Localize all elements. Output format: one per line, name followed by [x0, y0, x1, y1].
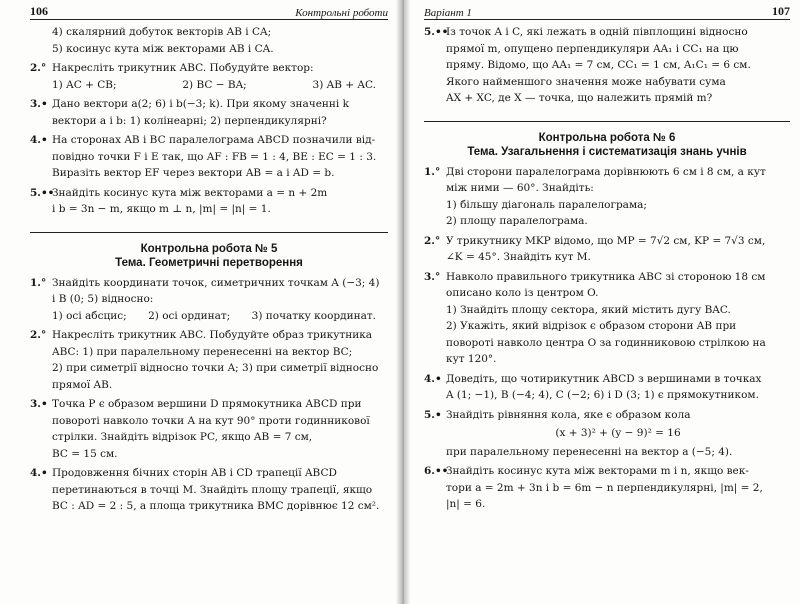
task-line: ∠K = 45°. Знайдіть кут M. [446, 251, 591, 263]
task-line: У трикутнику MKP відомо, що MP = 7√2 см, KP = 7√3 см, [446, 234, 766, 247]
task-item [424, 164, 790, 230]
task-line: тори a = 2m + 3n і b = 6m − n перпендикулярні, |m| = 2, [446, 481, 763, 494]
task-line: перетинаються в точці M. Знайдіть площу трапеції, якщо [52, 483, 373, 496]
task-line: прямої m, опущено перпендикуляри AA₁ і CC₁ на цю [446, 42, 739, 55]
task-item [30, 465, 388, 515]
task-number: 2.° [424, 234, 441, 247]
task-number: 2.° [30, 62, 47, 74]
right-page-number: 107 [772, 4, 790, 18]
task-line: і B (0; 5) відносно: [52, 293, 154, 305]
task-option: 2) BC − BA; [182, 78, 247, 91]
work-6-title: Контрольна робота № 6 [538, 131, 676, 144]
task-number: 1.° [30, 276, 47, 289]
task-item [424, 463, 790, 513]
task-line: 1) більшу діагональ паралелограма; [446, 198, 647, 211]
task-line: Якого найменшого значення може набувати сума [446, 75, 726, 88]
task-line: Точка P є образом вершини D прямокутника ABCD при [52, 398, 362, 410]
task-option: 1) AC + CB; [52, 78, 117, 91]
task-item [424, 233, 790, 266]
task-line: Дано вектори a(2; 6) і b(−3; k). При якому значенні k [52, 98, 349, 110]
left-page-number: 106 [30, 4, 48, 18]
task-line: Навколо правильного трикутника ABC зі стороною 18 см [446, 270, 766, 283]
left-page [0, 0, 396, 604]
task-line: вектори a і b: 1) колінеарні; 2) перпендикулярні? [52, 114, 327, 127]
task-line: |n| = 6. [446, 498, 486, 510]
task-item [30, 96, 388, 129]
task-line: повідно точки F і E так, що AF : FB = 1 : 4, BE : EC = 1 : 3. [52, 150, 377, 163]
task-number: 6.•• [424, 465, 449, 477]
task-option: 2) осі ординат; [148, 309, 231, 322]
task-line: пряму. Відомо, що AA₁ = 7 см, CC₁ = 1 см, A₁C₁ = 6 см. [446, 59, 751, 71]
task-options [52, 308, 388, 325]
task-line: 2) площу паралелограма. [446, 215, 588, 227]
task-number: 5.•• [30, 186, 55, 199]
right-page [410, 0, 800, 604]
task-line: Накресліть трикутник ABC. Побудуйте образ трикутника [52, 329, 373, 341]
task-number: 3.• [30, 98, 48, 110]
work-5-topic: Тема. Геометричні перетворення [115, 256, 303, 269]
task-line: стрілки. Знайдіть відрізок PC, якщо AB = 7 см, [52, 431, 313, 443]
task-item [30, 327, 388, 393]
task-line: 5) косинус кута між векторами AB і CA. [52, 42, 274, 55]
task-number: 3.• [30, 398, 48, 410]
task-option: 3) AB + AC. [312, 78, 376, 91]
task-item [30, 275, 388, 325]
task-line: Дві сторони паралелограма дорівнюють 6 см і 8 см, а кут [446, 165, 766, 178]
task-line: описано коло із центром O. [446, 287, 599, 299]
right-running-head [424, 0, 790, 20]
left-running-title: Контрольні роботи [295, 7, 388, 19]
task-line: Доведіть, що чотирикутник ABCD з вершинами в точках [446, 372, 762, 385]
task-number: 5.•• [424, 26, 449, 38]
book-gutter [396, 0, 410, 604]
task-item [424, 24, 790, 107]
task-line: Знайдіть рівняння кола, яке є образом кола [446, 408, 691, 421]
task-options [52, 77, 388, 94]
circle-equation: (x + 3)² + (y − 9)² = 16 [555, 427, 681, 439]
task-item [424, 407, 790, 461]
task-line: між ними — 60°. Знайдіть: [446, 182, 594, 194]
task-line: BC = 15 см. [52, 447, 118, 460]
task-line: На сторонах AB і BC паралелограма ABCD позначили від- [52, 134, 376, 146]
task-number: 2.° [30, 329, 47, 341]
task-line: прямої AB. [52, 378, 113, 391]
task-item [30, 185, 388, 218]
task-line: кут 120°. [446, 353, 497, 365]
task-number: 4.• [424, 372, 442, 385]
task-line: Продовження бічних сторін AB і CD трапеції ABCD [52, 467, 337, 479]
task-number: 4.• [30, 467, 48, 479]
task-item [424, 371, 790, 404]
task-item [30, 396, 388, 462]
task-line: Знайдіть координати точок, симетричних точкам A (−3; 4) [52, 276, 380, 289]
task-item [30, 60, 388, 93]
task-line: ABC: 1) при паралельному перенесенні на вектор BC; [52, 345, 353, 358]
task-option: 3) початку координат. [251, 309, 376, 322]
task-line: 4) скалярний добуток векторів AB і CA; [52, 26, 272, 38]
task-line: AX + XC, де X — точка, що належить прямій m? [446, 92, 713, 104]
work-5-title: Контрольна робота № 5 [140, 242, 278, 255]
task-number: 5.• [424, 408, 442, 421]
task-line: Виразіть вектор EF через вектори AB = a і AD = b. [52, 167, 335, 179]
task-line: Знайдіть косинус кута між векторами m і n, якщо век- [446, 465, 749, 477]
task-line: A (1; −1), B (−4; 4), C (−2; 6) і D (3; 1) є прямокутником. [446, 389, 759, 401]
task-line: повороті навколо точки A на кут 90° проти годинникової [52, 414, 370, 427]
task-item [30, 132, 388, 182]
section-divider [424, 121, 790, 122]
task-number: 1.° [424, 165, 441, 178]
task-line: Знайдіть косинус кута між векторами a = n + 2m [52, 186, 328, 199]
task-number: 4.• [30, 134, 48, 146]
task-number: 3.° [424, 270, 441, 283]
task-item [424, 269, 790, 368]
right-running-title: Варіант 1 [424, 7, 472, 19]
task-line: 2) Укажіть, який відрізок є образом сторони AB при [446, 320, 737, 332]
section-divider [30, 232, 388, 233]
task-line: Із точок A і C, які лежать в одній півплощині відносно [446, 26, 748, 38]
task-line: при паралельному перенесенні на вектор a (−5; 4). [446, 445, 733, 458]
left-running-head [30, 0, 388, 20]
task-line: і b = 3n − m, якщо m ⊥ n, |m| = |n| = 1. [52, 203, 271, 215]
task-line: Накресліть трикутник ABC. Побудуйте вектор: [52, 62, 314, 74]
task-line: BC : AD = 2 : 5, а площа трикутника BMC дорівнює 12 см². [52, 500, 380, 512]
task-line: повороті навколо центра O за годинниковою стрілкою на [446, 336, 766, 349]
work-6-topic: Тема. Узагальнення і систематизація знань учнів [467, 145, 747, 158]
task-item [30, 24, 388, 57]
task-line: 2) при симетрії відносно точки A; 3) при симетрії відносно [52, 362, 379, 374]
task-option: 1) осі абсцис; [52, 309, 127, 322]
task-line: 1) Знайдіть площу сектора, який містить дугу BAC. [446, 303, 731, 316]
